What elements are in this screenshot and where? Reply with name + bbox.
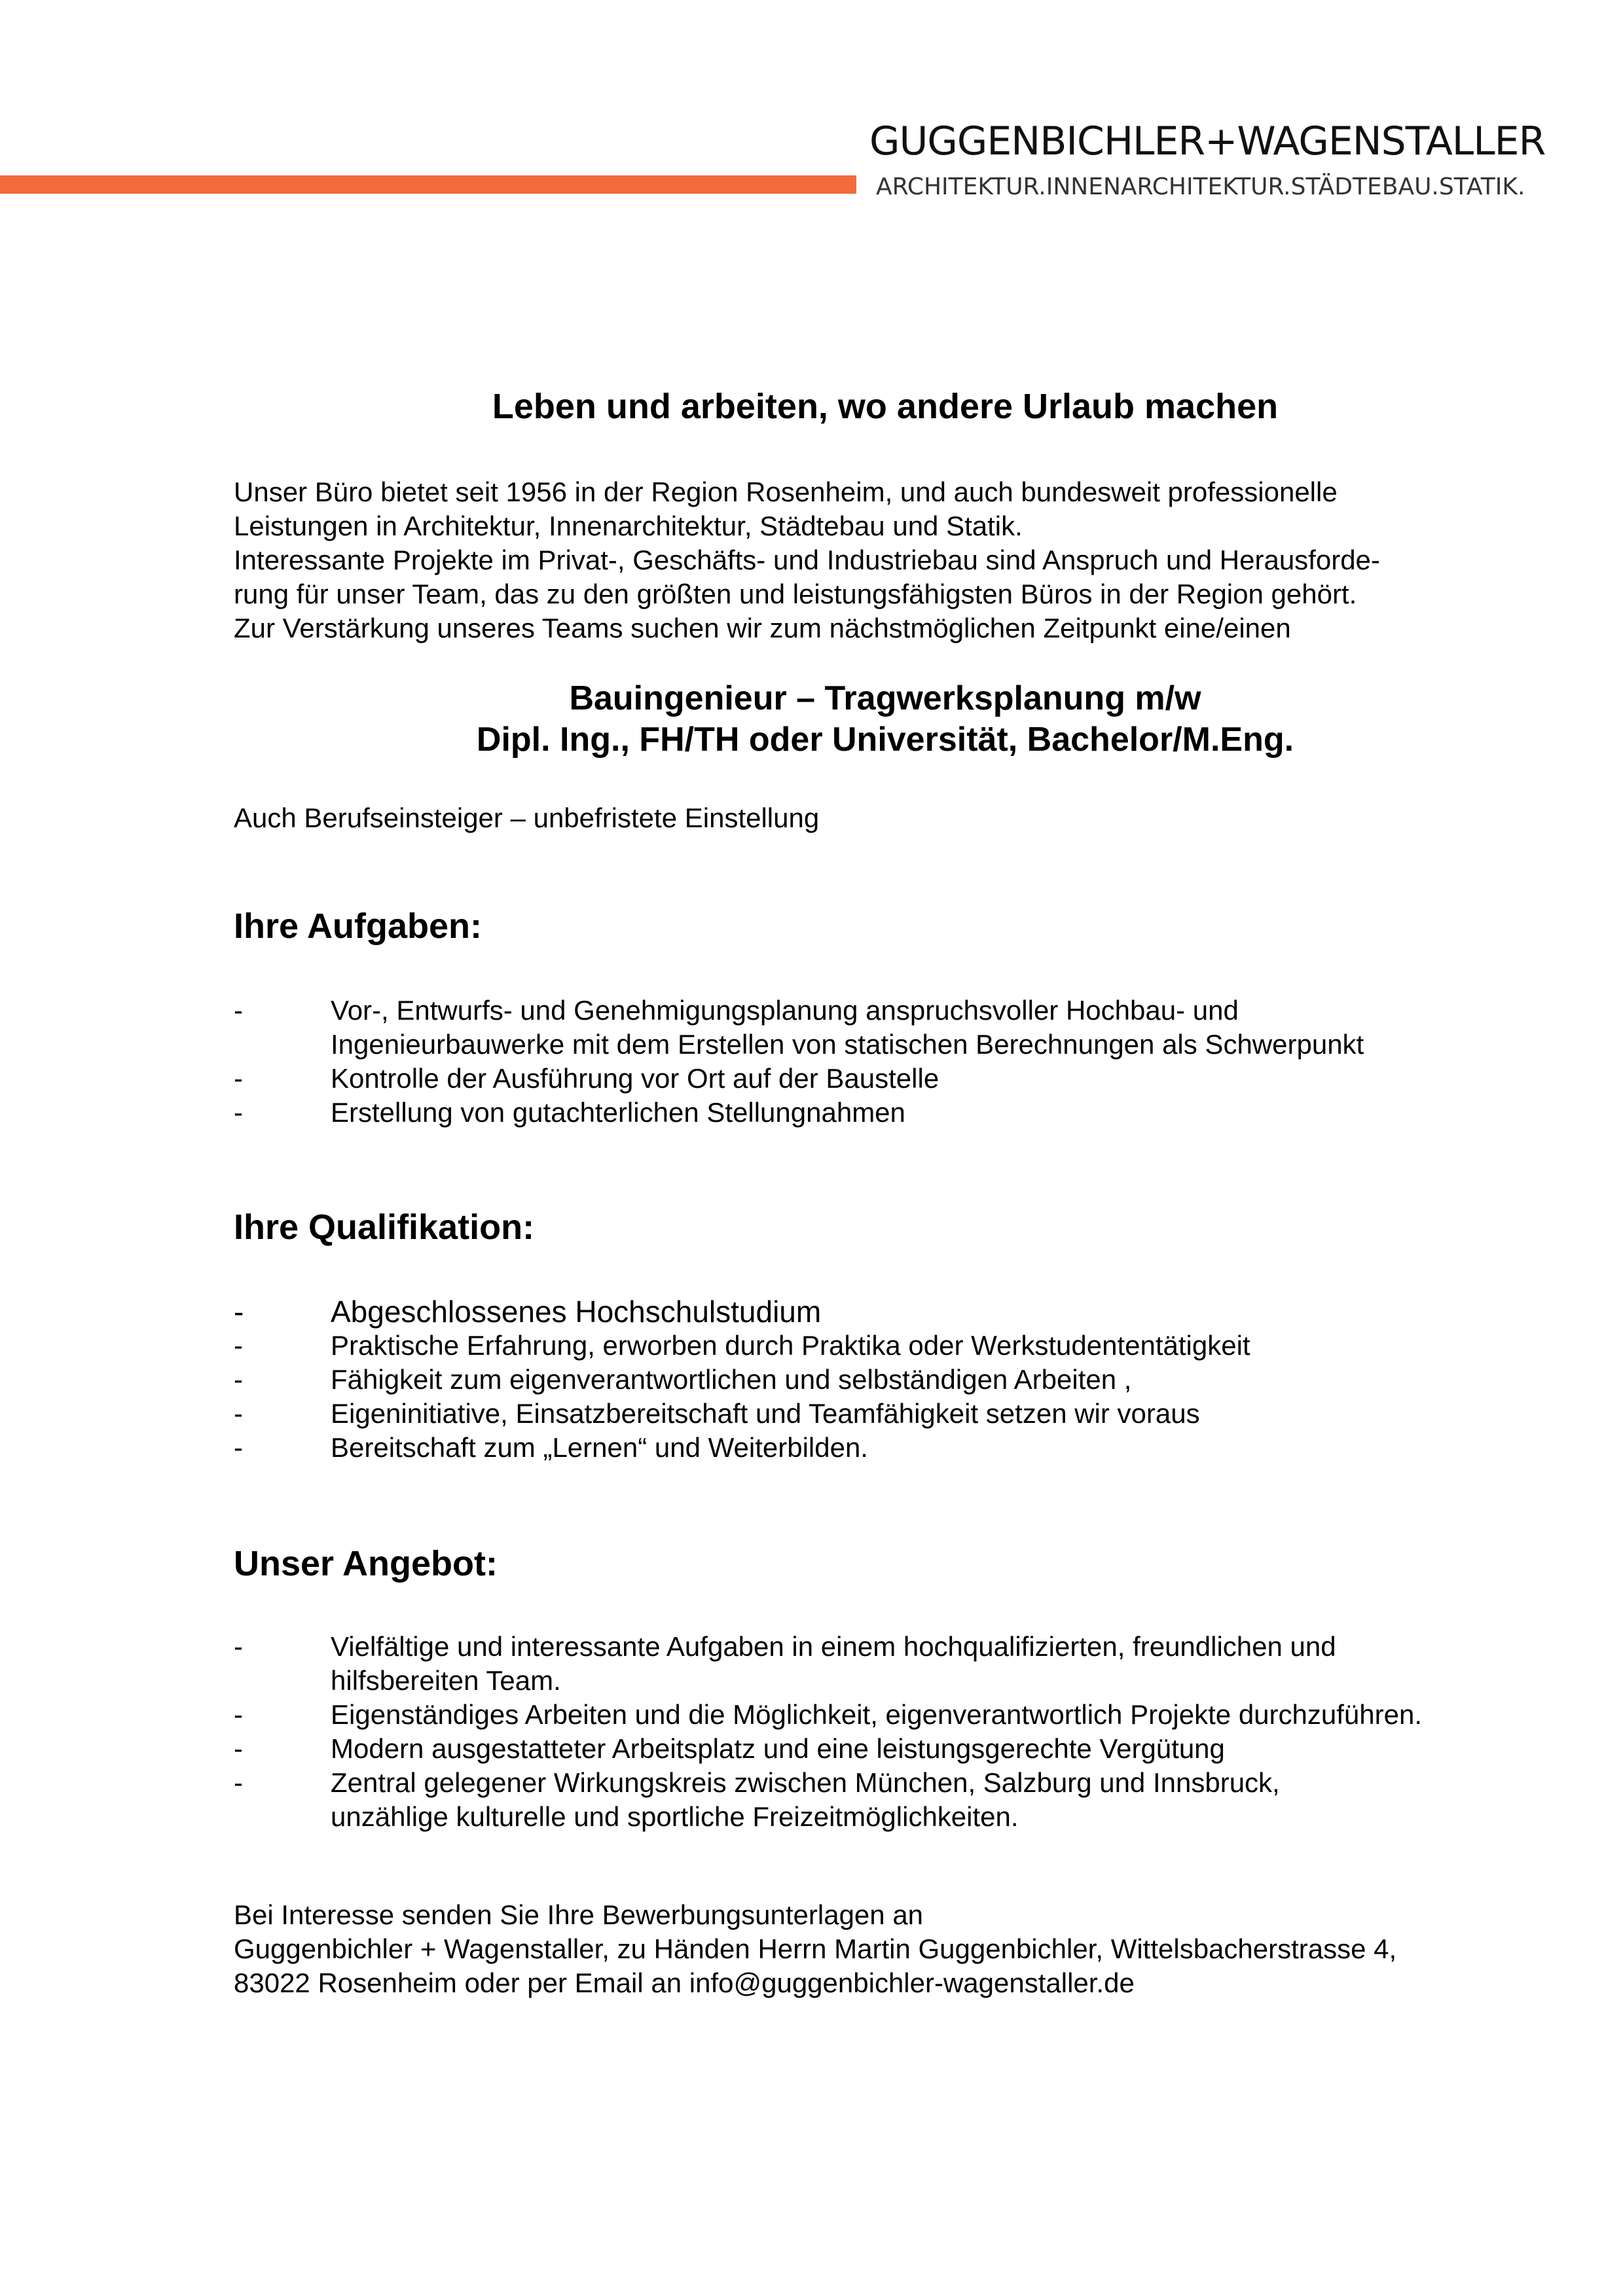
job-title-line-1: Bauingenieur – Tragwerksplanung m/w [569,679,1201,717]
list-item [234,1431,1543,1465]
list-item-text: Ingenieurbauwerke mit dem Erstellen von statischen Berechnungen als Schwerpunkt [331,1029,1364,1060]
list-item [234,1096,1543,1130]
list-item-text: Zentral gelegener Wirkungskreis zwischen München, Salzburg und Innsbruck, [331,1767,1280,1798]
list-item-text: unzählige kulturelle und sportliche Freizeitmöglichkeiten. [331,1801,1019,1832]
intro-paragraph [234,475,1537,645]
list-item-text: Fähigkeit zum eigenverantwortlichen und selbständigen Arbeiten , [331,1364,1132,1395]
list-item-text: hilfsbereiten Team. [331,1665,561,1696]
list-item [234,1329,1543,1363]
contact-line: Bei Interesse senden Sie Ihre Bewerbungsunterlagen an [234,1899,924,1930]
contact-line: Guggenbichler + Wagenstaller, zu Händen Herrn Martin Guggenbichler, Wittelsbacherstrasse 4, [234,1933,1397,1964]
bullet-dash: - [234,1364,243,1395]
list-item-text: Eigeninitiative, Einsatzbereitschaft und Teamfähigkeit setzen wir voraus [331,1398,1200,1429]
bullet-dash: - [234,995,243,1026]
bullet-dash: - [234,1733,243,1764]
contact-line: 83022 Rosenheim oder per Email an info@guggenbichler-wagenstaller.de [234,1967,1135,1998]
tasks-list [234,994,1543,1130]
list-item-text: Eigenständiges Arbeiten und die Möglichkeit, eigenverantwortlich Projekte durchzuführen. [331,1699,1422,1730]
page-headline: Leben und arbeiten, wo andere Urlaub machen [492,387,1279,426]
bullet-dash: - [234,1631,243,1662]
list-item [234,1698,1543,1732]
qualification-list [234,1295,1543,1465]
list-item-text: Vielfältige und interessante Aufgaben in einem hochqualifizierten, freundlichen und [331,1631,1336,1662]
brand-tagline: ARCHITEKTUR.INNENARCHITEKTUR.STÄDTEBAU.STATIK. [876,173,1525,200]
job-title [234,678,1537,761]
bullet-dash: - [234,1767,243,1798]
intro-line: Interessante Projekte im Privat-, Geschäfts- und Industriebau sind Anspruch und Herausforde- [234,545,1380,575]
contact-block [234,1898,1396,2000]
list-item-text: Abgeschlossenes Hochschulstudium [331,1295,822,1329]
bullet-dash: - [234,1432,243,1463]
intro-line: Zur Verstärkung unseres Teams suchen wir zum nächstmöglichen Zeitpunkt eine/einen [234,613,1291,643]
brand-accent-bar [0,175,856,194]
list-item [234,1363,1543,1397]
intro-line: Leistungen in Architektur, Innenarchitektur, Städtebau und Statik. [234,511,1023,541]
list-item [234,994,1543,1062]
list-item [234,1732,1543,1766]
bullet-dash: - [234,1063,243,1094]
bullet-dash: - [234,1330,243,1361]
list-item [234,1295,1543,1329]
brand-name: GUGGENBICHLER+WAGENSTALLER [869,118,1546,164]
section-title-offer: Unser Angebot: [234,1544,498,1583]
list-item [234,1630,1543,1698]
list-item [234,1766,1543,1834]
list-item-text: Erstellung von gutachterlichen Stellungnahmen [331,1097,905,1128]
list-item [234,1397,1543,1431]
intro-line: Unser Büro bietet seit 1956 in der Region Rosenheim, und auch bundesweit professionelle [234,476,1338,507]
offer-list [234,1630,1543,1834]
bullet-dash: - [234,1398,243,1429]
job-note: Auch Berufseinsteiger – unbefristete Einstellung [234,802,820,833]
section-title-qualification: Ihre Qualifikation: [234,1208,535,1247]
section-title-tasks: Ihre Aufgaben: [234,906,483,946]
bullet-dash: - [234,1295,244,1329]
intro-line: rung für unser Team, das zu den größten und leistungsfähigsten Büros in der Region gehört. [234,579,1357,609]
list-item-text: Modern ausgestatteter Arbeitsplatz und eine leistungsgerechte Vergütung [331,1733,1225,1764]
list-item-text: Praktische Erfahrung, erworben durch Praktika oder Werkstudententätigkeit [331,1330,1250,1361]
job-title-line-2: Dipl. Ing., FH/TH oder Universität, Bachelor/M.Eng. [476,721,1294,759]
bullet-dash: - [234,1097,243,1128]
bullet-dash: - [234,1699,243,1730]
list-item [234,1062,1543,1096]
list-item-text: Bereitschaft zum „Lernen“ und Weiterbilden. [331,1432,868,1463]
list-item-text: Kontrolle der Ausführung vor Ort auf der Baustelle [331,1063,939,1094]
list-item-text: Vor-, Entwurfs- und Genehmigungsplanung anspruchsvoller Hochbau- und [331,995,1239,1026]
